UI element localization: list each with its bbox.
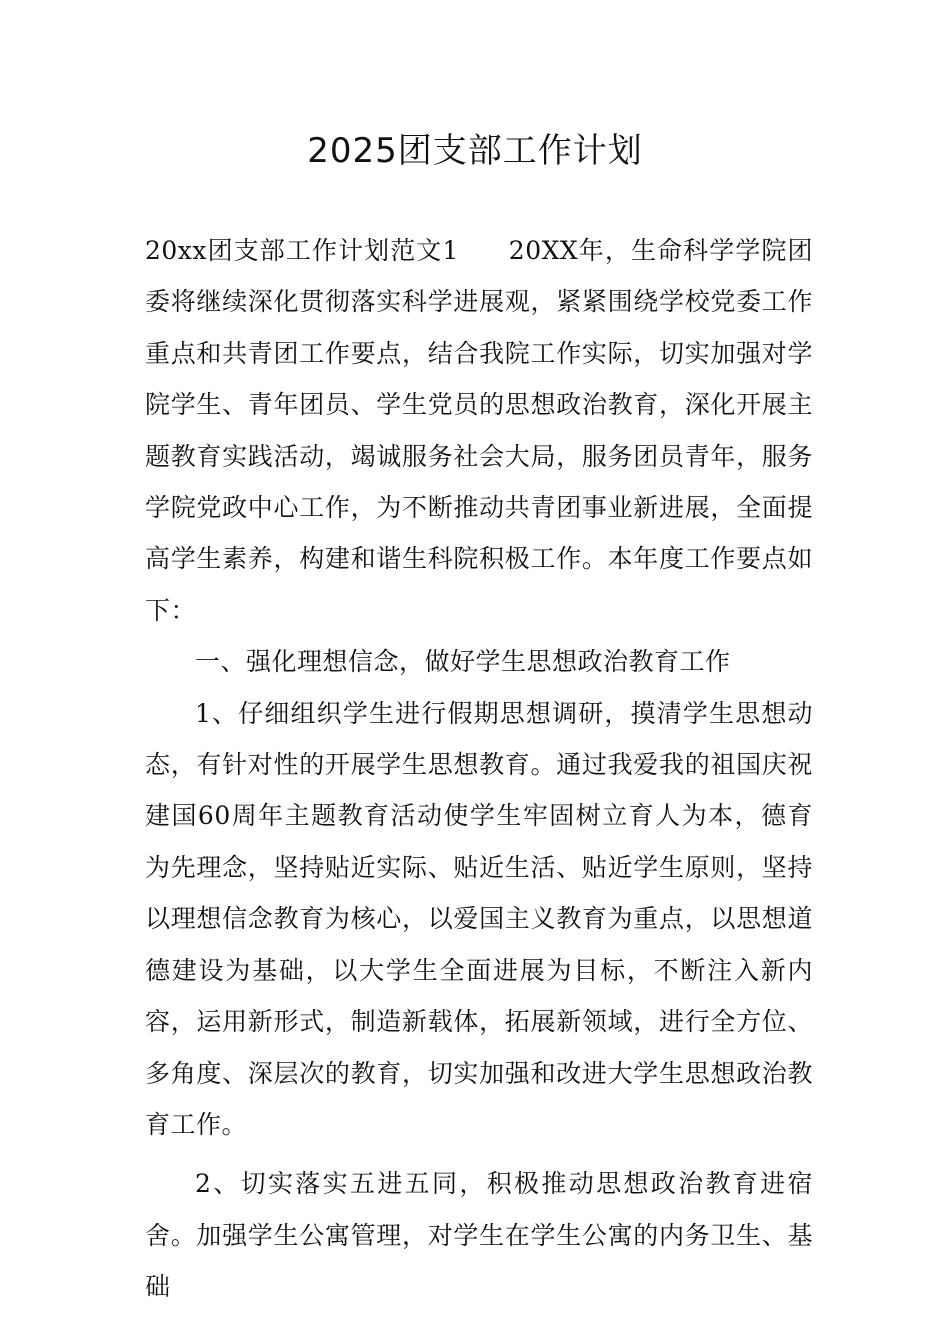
document-title: 2025团支部工作计划 [307,131,643,171]
paragraph-item-2: 2、切实落实五进五同，积极推动思想政治教育进宿舍。加强学生公寓管理，对学生在学生公寓的内务卫生、基础 [145,1169,813,1302]
paragraph-1: 20XX年，生命科学学院团委将继续深化贯彻落实科学进展观，紧紧围绕学校党委工作重点和共青团工作要点，结合我院工作实际，切实加强对学院学生、青年团员、学生党员的思想政治教育，深化开展主题教育实践活动，竭诚服务社会大局，服务团员青年，服务学院党政中心工作，为不断推动共青团事业新进展，全面提高学生素养，构建和谐生科院积极工作。本年度工作要点如下： [145,236,813,625]
intro-paragraph [145,225,813,636]
paragraph-item-1: 1、仔细组织学生进行假期思想调研，摸清学生思想动态，有针对性的开展学生思想教育。通过我爱我的祖国庆祝建国60周年主题教育活动使学生牢固树立育人为本，德育为先理念，坚持贴近实际、贴近生活、贴近学生原则，坚持以理想信念教育为核心，以爱国主义教育为重点，以思想道德建设为基础，以大学生全面进展为目标，不断注入新内容，运用新形式，制造新载体，拓展新领域，进行全方位、多角度、深层次的教育，切实加强和改进大学生思想政治教育工作。 [145,698,813,1139]
intro-label: 20xx团支部工作计划范文1 [145,236,459,265]
document-body [145,225,813,1313]
section-heading-1: 一、强化理想信念，做好学生思想政治教育工作 [195,647,731,677]
